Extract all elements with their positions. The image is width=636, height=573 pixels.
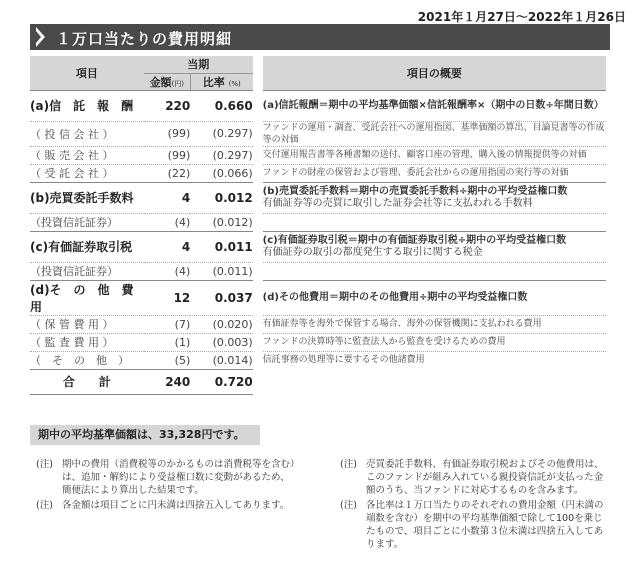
row-ratio: (0.020) [190, 315, 252, 333]
row-name: （ 監 査 費 用 ） [30, 333, 144, 351]
row-desc-main: (d)その他費用＝期中のその他費用÷期中の平均受益権口数 [262, 291, 528, 303]
row-amount: 4 [144, 231, 190, 262]
header-amount-unit: (円) [171, 79, 185, 88]
row-name: (b)売買委託手数料 [30, 182, 144, 213]
row-amount: 220 [144, 90, 190, 121]
row-desc [263, 90, 606, 121]
row-ratio: (0.003) [190, 333, 252, 351]
table-row [30, 146, 606, 164]
total-label: 合 計 [30, 369, 144, 394]
note-item [340, 458, 610, 497]
row-ratio: 0.012 [190, 182, 252, 213]
row-name: （投資信託証券） [30, 262, 144, 280]
row-desc [263, 231, 606, 262]
row-name: (d)そ の 他 費 用 [30, 280, 144, 315]
total-row [30, 369, 606, 394]
total-amount: 240 [144, 369, 190, 394]
row-name: （ そ の 他 ） [30, 351, 144, 369]
row-name: （投資信託証券） [30, 213, 144, 231]
row-amount: (1) [144, 333, 190, 351]
row-desc [263, 262, 606, 280]
row-amount: (5) [144, 351, 190, 369]
row-desc-sub: 有価証券の取引の都度発生する取引に関する税金 [262, 246, 483, 258]
row-ratio: (0.011) [190, 262, 252, 280]
section-title-bar [30, 24, 610, 50]
note-item [340, 499, 610, 551]
row-ratio: 0.660 [190, 90, 252, 121]
header-ratio-unit: (%) [228, 79, 241, 88]
row-ratio: (0.297) [190, 121, 252, 146]
row-name: （ 保 管 費 用 ） [30, 315, 144, 333]
row-desc: ファンドの運用・調査、受託会社への運用指図、基準価額の算出、目論見書等の作成等の対価 [262, 122, 605, 145]
cost-table [30, 56, 606, 395]
row-amount: (4) [144, 262, 190, 280]
note-text: 各比率は１万口当たりのそれぞれの費用金額（円未満の端数を含む）を期中の平均基準価額で除して100を乗じたもので、項目ごとに小数第３位未満は四捨五入してあります。 [366, 500, 604, 550]
row-amount: 4 [144, 182, 190, 213]
row-desc: 有価証券等を海外で保管する場合、海外の保管機関に支払われる費用 [263, 315, 606, 333]
table-row [30, 121, 606, 146]
row-desc-main: (c)有価証券取引税＝期中の有価証券取引税÷期中の平均受益権口数 [262, 234, 567, 246]
table-row [30, 333, 606, 351]
header-item: 項目 [30, 56, 144, 90]
header-ratio [190, 73, 252, 90]
row-amount: 12 [144, 280, 190, 315]
row-desc [263, 280, 606, 315]
notes-left [36, 458, 298, 514]
chevron-inner-icon [36, 31, 41, 43]
row-name: (a)信 託 報 酬 [30, 90, 144, 121]
table-row [30, 351, 606, 369]
note-text: 売買委託手数料、有価証券取引税およびその他費用は、このファンドが組み入れている親投資信託が支払った金額のうち、当ファンドに対応するものを含みます。 [366, 459, 604, 496]
table-row [30, 280, 606, 315]
section-title: １万口当たりの費用明細 [56, 30, 233, 48]
row-ratio: (0.066) [190, 164, 252, 182]
table-row [30, 262, 606, 280]
header-amount [144, 73, 190, 90]
row-ratio: (0.012) [190, 213, 252, 231]
row-ratio: 0.011 [190, 231, 252, 262]
row-ratio: 0.037 [190, 280, 252, 315]
row-amount: (4) [144, 213, 190, 231]
row-name: （ 販 売 会 社 ） [30, 146, 144, 164]
row-name: （ 投 信 会 社 ） [30, 121, 144, 146]
row-desc: 交付運用報告書等各種書類の送付、顧客口座の管理、購入後の情報提供等の対価 [263, 146, 606, 164]
table-row [30, 315, 606, 333]
row-amount: (22) [144, 164, 190, 182]
table-row [30, 90, 606, 121]
row-amount: (99) [144, 121, 190, 146]
row-desc [263, 182, 606, 213]
row-ratio: (0.297) [190, 146, 252, 164]
row-name: (c)有価証券取引税 [30, 231, 144, 262]
note-mark: (注) [36, 500, 53, 511]
row-amount: (99) [144, 146, 190, 164]
note-text: 各金額は項目ごとに円未満は四捨五入してあります。 [62, 500, 290, 511]
row-desc: 信託事務の処理等に要するその他諸費用 [263, 351, 606, 369]
period-range: 2021年１月27日～2022年１月26日 [417, 10, 626, 24]
note-item [36, 499, 298, 512]
row-amount: (7) [144, 315, 190, 333]
row-desc-main: (a)信託報酬＝期中の平均基準価額×信託報酬率×（期中の日数÷年間日数） [262, 99, 604, 111]
note-mark: (注) [340, 459, 357, 470]
average-price-note: 期中の平均基準価額は、33,328円です。 [30, 425, 260, 445]
table-row [30, 213, 606, 231]
header-overview: 項目の概要 [263, 56, 606, 90]
table-row [30, 182, 606, 213]
header-current-period: 当期 [144, 56, 253, 73]
note-mark: (注) [340, 500, 357, 511]
row-name: （ 受 託 会 社 ） [30, 164, 144, 182]
note-mark: (注) [36, 459, 53, 470]
table-row [30, 164, 606, 182]
row-desc-main: (b)売買委託手数料＝期中の売買委託手数料÷期中の平均受益権口数 [262, 185, 568, 197]
row-ratio: (0.014) [190, 351, 252, 369]
notes-right [340, 458, 610, 553]
table-row [30, 231, 606, 262]
total-ratio: 0.720 [190, 369, 252, 394]
row-desc-sub: 有価証券等の売買に取引した証券会社等に支払われる手数料 [262, 197, 533, 209]
row-desc: ファンドの決算時等に監査法人から監査を受けるための費用 [263, 333, 606, 351]
header-ratio-label: 比率 [202, 75, 225, 89]
note-item [36, 458, 298, 497]
note-text: 期中の費用（消費税等のかかるものは消費税等を含む）は、追加・解約により受益権口数に変動があるため、簡便法により算出した結果です。 [62, 459, 295, 496]
row-desc: ファンドの財産の保管および管理、委託会社からの運用指図の実行等の対価 [263, 164, 606, 182]
header-amount-label: 金額 [149, 75, 172, 89]
row-desc [263, 213, 606, 231]
